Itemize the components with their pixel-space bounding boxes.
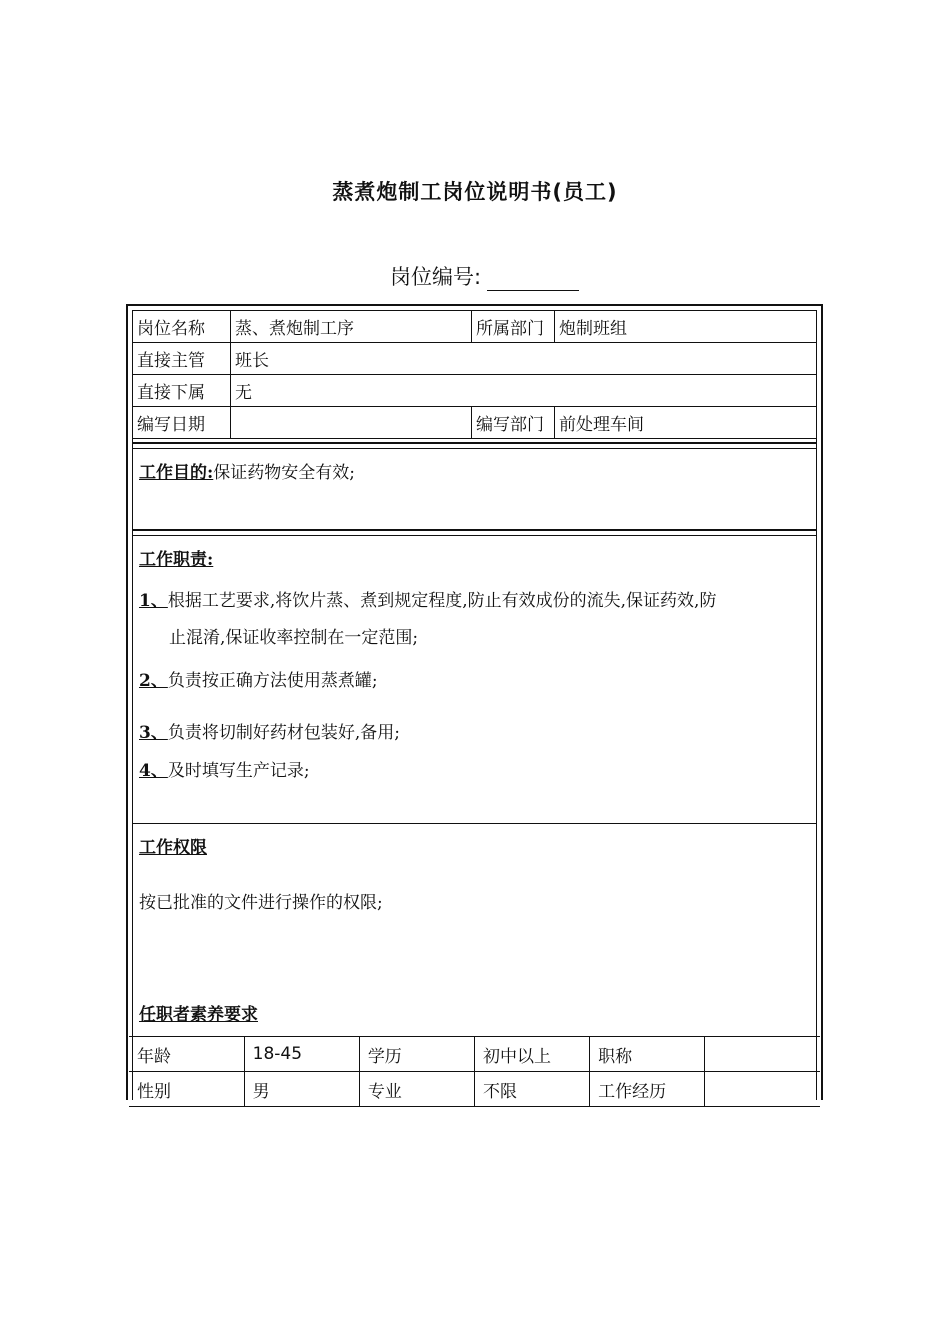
req-value-title: [705, 1037, 820, 1072]
req-label-title: 职称: [590, 1037, 705, 1072]
document-title: 蒸煮炮制工岗位说明书(员工): [332, 180, 618, 204]
basic-info-table: [133, 311, 816, 439]
post-number: [390, 261, 579, 291]
req-label-major: 专业: [359, 1072, 474, 1107]
post-number-label: 岗位编号:: [390, 265, 482, 289]
form-inner: [132, 310, 817, 1100]
requirements-title: 任职者素养要求: [139, 1005, 258, 1025]
purpose-title: 工作目的:: [139, 463, 214, 483]
value-post-name: 蒸、煮炮制工序: [231, 311, 472, 343]
duty-text: 及时填写生产记录;: [167, 761, 310, 781]
table-row: [129, 1037, 820, 1072]
duty-text: 根据工艺要求,将饮片蒸、煮到规定程度,防止有效成份的流失,保证药效,防: [167, 591, 717, 611]
req-label-experience: 工作经历: [590, 1072, 705, 1107]
duty-text-continued: 止混淆,保证收率控制在一定范围;: [169, 628, 419, 648]
table-row: [133, 311, 816, 343]
duty-item: [139, 586, 819, 611]
purpose-text: 保证药物安全有效;: [213, 463, 356, 483]
label-department: 所属部门: [472, 311, 555, 343]
req-value-major: 不限: [474, 1072, 589, 1107]
duty-text: 负责将切制好药材包装好,备用;: [167, 723, 400, 743]
value-department: 炮制班组: [555, 311, 817, 343]
table-row: [133, 343, 816, 375]
label-subordinate: 直接下属: [133, 375, 231, 407]
label-post-name: 岗位名称: [133, 311, 231, 343]
table-row: [129, 1072, 820, 1107]
duty-item: [139, 756, 310, 781]
table-row: [133, 407, 816, 439]
duties-title: 工作职责:: [139, 550, 214, 570]
req-value-age: 18-45: [244, 1037, 359, 1072]
divider: [133, 823, 816, 824]
authority-title: 工作权限: [139, 838, 207, 858]
authority-text: 按已批准的文件进行操作的权限;: [139, 893, 383, 913]
duty-text: 负责按正确方法使用蒸煮罐;: [167, 671, 378, 691]
label-supervisor: 直接主管: [133, 343, 231, 375]
label-write-dept: 编写部门: [472, 407, 555, 439]
value-write-date: [231, 407, 472, 439]
req-value-education: 初中以上: [474, 1037, 589, 1072]
req-value-gender: 男: [244, 1072, 359, 1107]
label-write-date: 编写日期: [133, 407, 231, 439]
job-description-form: [126, 304, 823, 1100]
value-subordinate: 无: [231, 375, 817, 407]
duty-item: [139, 718, 400, 743]
req-label-age: 年龄: [129, 1037, 244, 1072]
duty-number: 3、: [139, 723, 168, 743]
value-supervisor: 班长: [231, 343, 817, 375]
requirements-table: [129, 1036, 820, 1107]
value-write-dept: 前处理车间: [555, 407, 817, 439]
duty-number: 2、: [139, 671, 168, 691]
divider: [133, 529, 816, 536]
table-row: [133, 375, 816, 407]
duty-number: 1、: [139, 591, 168, 611]
req-label-education: 学历: [359, 1037, 474, 1072]
duty-item: [139, 666, 378, 691]
req-label-gender: 性别: [129, 1072, 244, 1107]
post-number-blank[interactable]: [487, 268, 579, 291]
divider: [133, 442, 816, 449]
duty-number: 4、: [139, 761, 168, 781]
purpose-section: [139, 458, 355, 483]
req-value-experience: [705, 1072, 820, 1107]
